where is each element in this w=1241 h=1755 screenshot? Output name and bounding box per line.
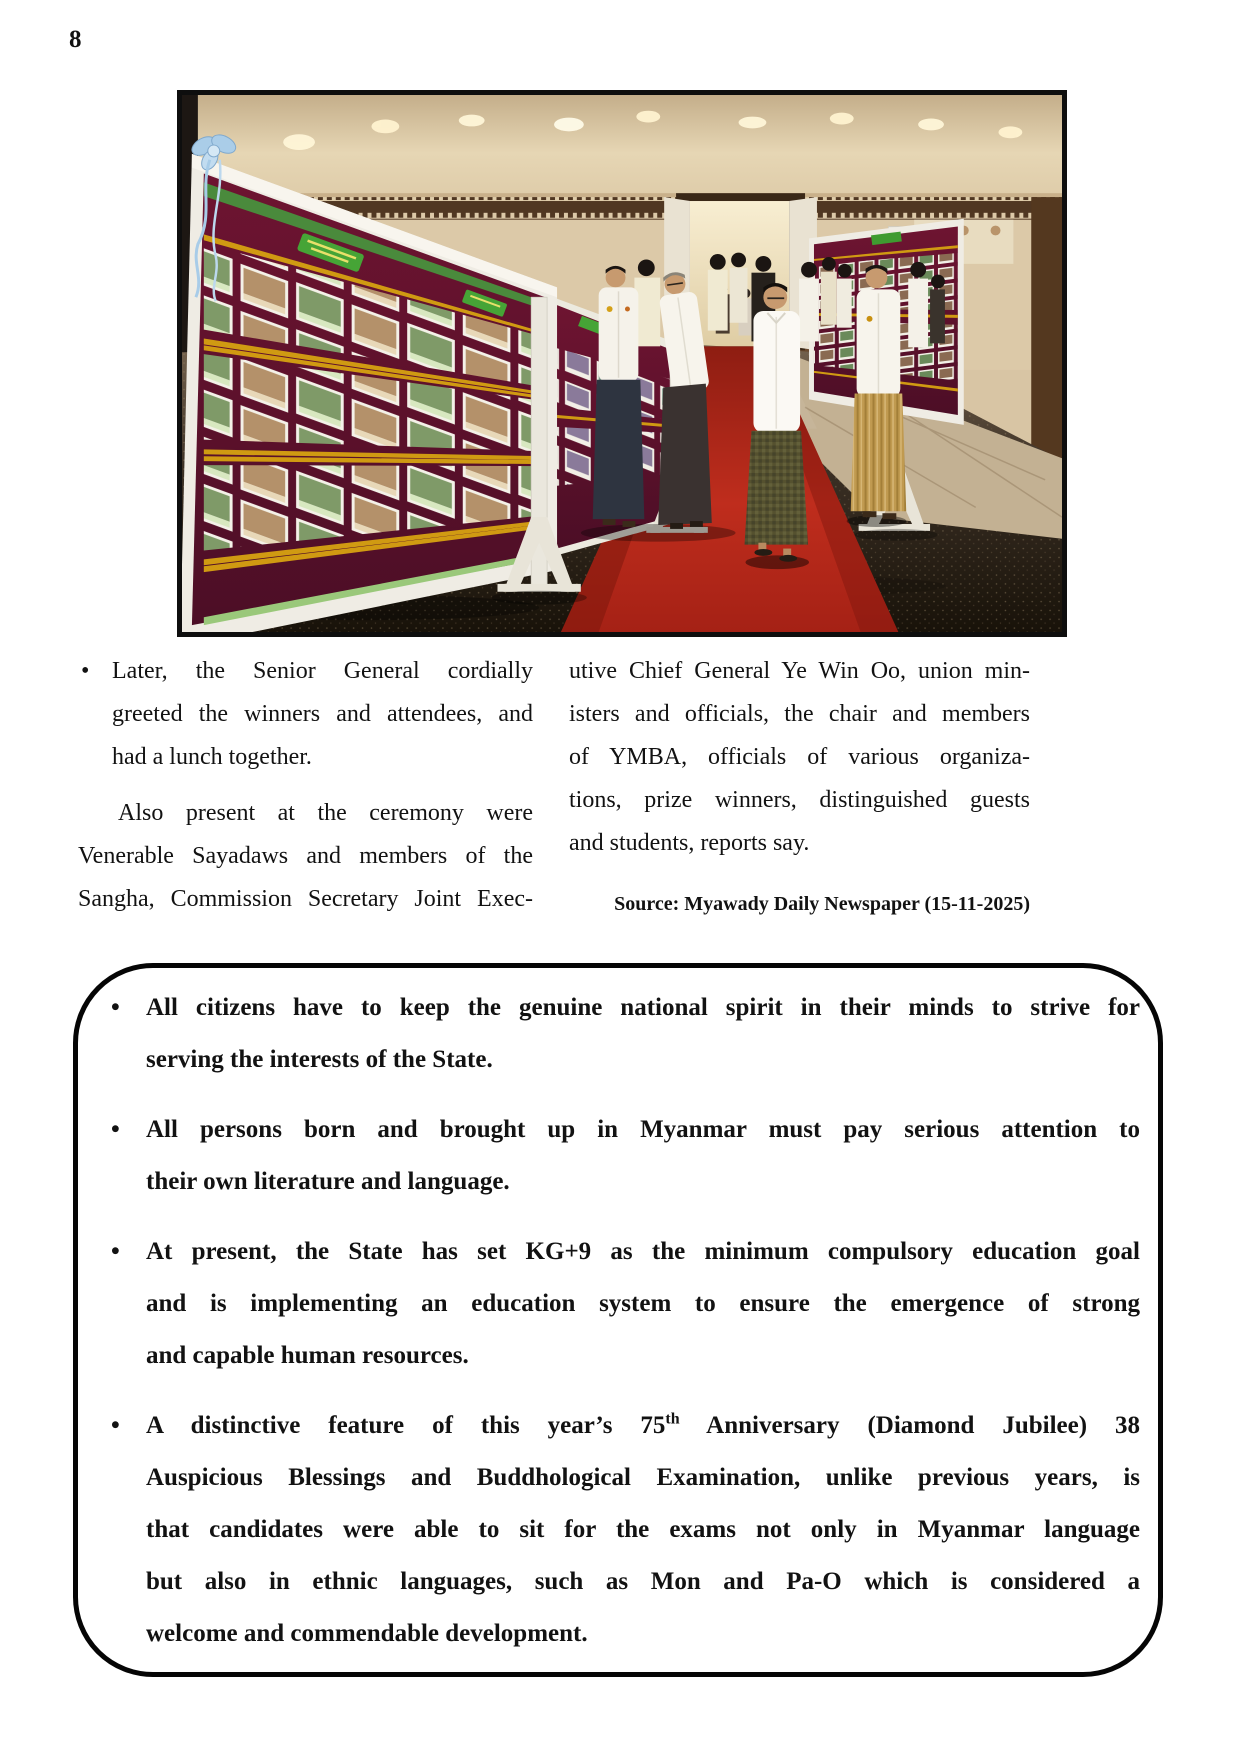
bullet-marker: • — [111, 1238, 120, 1265]
official-central — [745, 283, 809, 569]
article-line: utive Chief General Ye Win Oo, union min- — [569, 658, 1030, 684]
article-line: and students, reports say. — [569, 830, 810, 856]
article-line: Also present at the ceremony were — [118, 800, 533, 826]
quote-line: welcome and commendable development. — [146, 1620, 588, 1647]
quote-line: that candidates were able to sit for the exams not only in Myanmar language — [146, 1516, 1140, 1543]
quote-line: Auspicious Blessings and Buddhological Examination, unlike previous years, is — [146, 1464, 1140, 1491]
quote-line: serving the interests of the State. — [146, 1046, 493, 1073]
article-line: of YMBA, officials of various organiza- — [569, 744, 1030, 770]
quote-text: A distinctive feature of this year’s 75 — [146, 1412, 666, 1439]
quote-line: but also in ethnic languages, such as Mon and Pa-O which is considered a — [146, 1568, 1140, 1595]
bullet-marker: • — [111, 1412, 120, 1439]
article-line: had a lunch together. — [112, 744, 312, 770]
quote-line: and is implementing an education system to ensure the emergence of strong — [146, 1290, 1140, 1317]
source-attribution: Source: Myawady Daily Newspaper (15-11-2025) — [614, 893, 1030, 915]
quote-item — [78, 982, 1140, 1086]
bullet-marker: • — [81, 658, 90, 684]
ceremony-photo — [177, 90, 1067, 637]
cornice-line — [182, 193, 1062, 197]
article-body — [78, 650, 1030, 921]
bullet-marker: • — [111, 1116, 120, 1143]
ordinal-superscript: th — [665, 1410, 680, 1428]
quote-line: At present, the State has set KG+9 as the minimum compulsory education goal — [146, 1238, 1140, 1265]
page-number: 8 — [69, 26, 82, 53]
bullet-marker: • — [111, 994, 120, 1021]
quote-line: All citizens have to keep the genuine national spirit in their minds to strive for — [146, 994, 1140, 1021]
article-column-right — [569, 650, 1030, 921]
article-column-left — [78, 650, 533, 921]
quote-line: All persons born and brought up in Myanmar must pay serious attention to — [146, 1116, 1140, 1143]
article-line: Sangha, Commission Secretary Joint Exec- — [78, 886, 533, 912]
quote-item — [78, 1226, 1140, 1382]
article-line: Venerable Sayadaws and members of the — [78, 843, 533, 869]
quote-item — [78, 1400, 1140, 1660]
quote-line: and capable human resources. — [146, 1342, 469, 1369]
exhibition-hall-scene — [182, 95, 1062, 632]
article-line: tions, prize winners, distinguished guests — [569, 787, 1030, 813]
paragraph-bulleted — [78, 650, 533, 779]
quote-item — [78, 1104, 1140, 1208]
quote-line — [146, 1400, 1140, 1452]
official-with-medal — [593, 266, 645, 527]
article-line: Later, the Senior General cordially — [112, 658, 533, 684]
quote-line: their own literature and language. — [146, 1168, 510, 1195]
right-wood-wall — [1031, 197, 1062, 482]
quote-text: Anniversary (Diamond Jubilee) 38 — [679, 1412, 1140, 1439]
policy-quote-box — [73, 963, 1163, 1677]
paragraph-second — [78, 792, 533, 921]
article-line: isters and officials, the chair and members — [569, 701, 1030, 727]
article-line: greeted the winners and attendees, and — [112, 701, 533, 727]
